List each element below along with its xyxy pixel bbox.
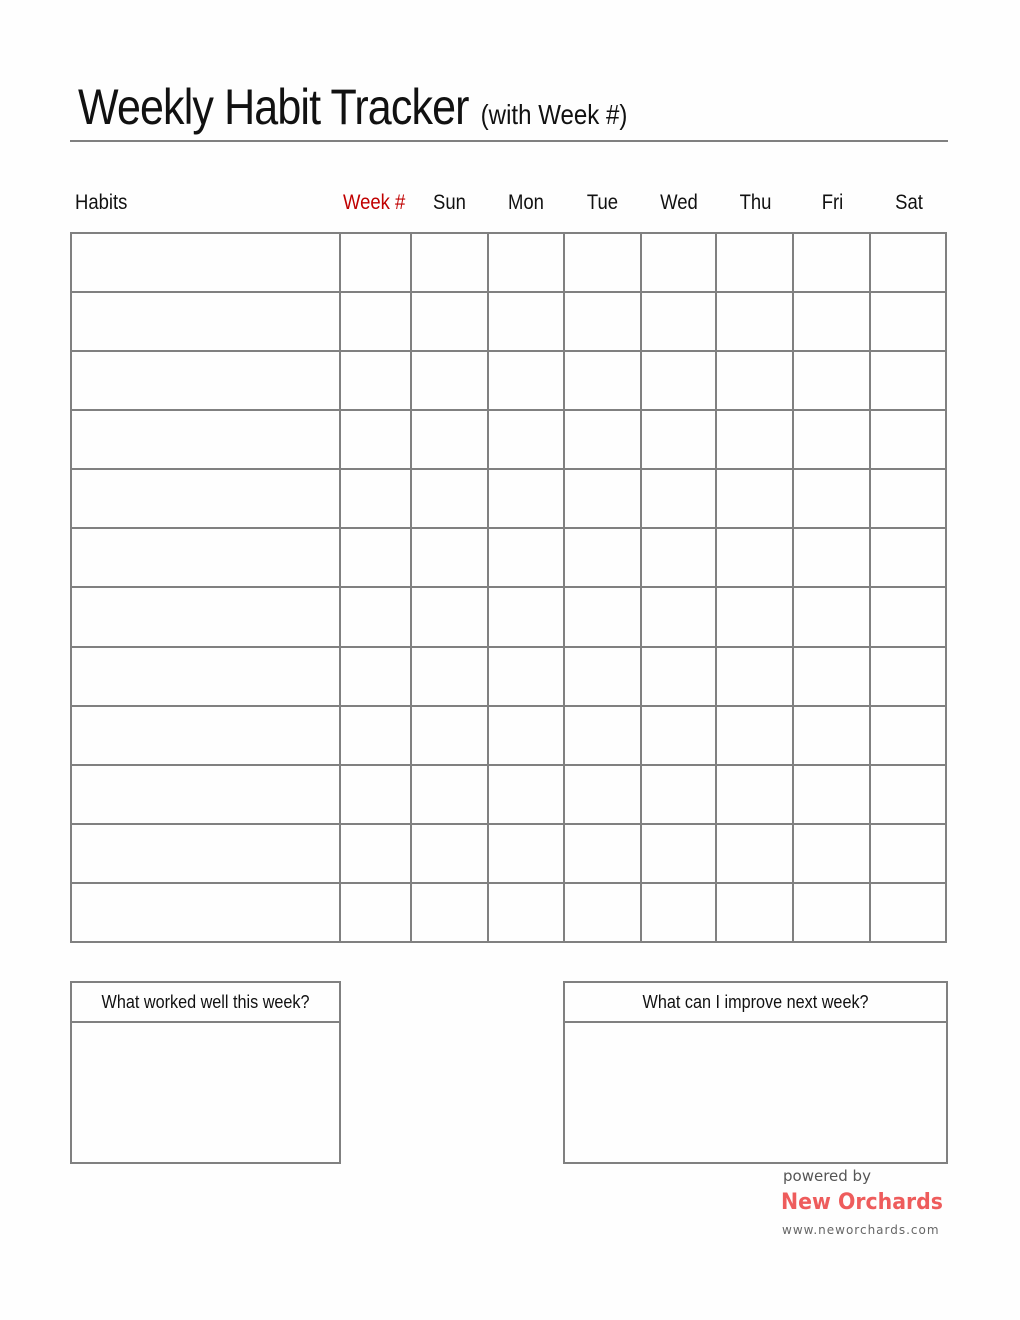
cell-mon[interactable]	[488, 528, 564, 587]
cell-tue[interactable]	[564, 233, 641, 292]
cell-thu[interactable]	[716, 883, 793, 942]
worked-well-heading	[72, 983, 339, 1023]
cell-fri[interactable]	[793, 824, 870, 883]
cell-thu[interactable]	[716, 351, 793, 410]
habit-grid	[70, 232, 947, 943]
column-header-wed: Wed	[660, 191, 698, 214]
cell-sat[interactable]	[870, 824, 946, 883]
cell-week[interactable]	[340, 528, 411, 587]
cell-week[interactable]	[340, 765, 411, 824]
table-row	[71, 351, 946, 410]
cell-tue[interactable]	[564, 410, 641, 469]
cell-tue[interactable]	[564, 824, 641, 883]
cell-fri[interactable]	[793, 587, 870, 646]
cell-thu[interactable]	[716, 765, 793, 824]
cell-fri[interactable]	[793, 528, 870, 587]
worked-well-label: What worked well this week?	[101, 991, 310, 1012]
cell-tue[interactable]	[564, 351, 641, 410]
table-row	[71, 292, 946, 351]
cell-sun[interactable]	[411, 233, 488, 292]
table-row	[71, 469, 946, 528]
cell-habit[interactable]	[71, 233, 340, 292]
cell-thu[interactable]	[716, 528, 793, 587]
cell-tue[interactable]	[564, 469, 641, 528]
column-header-mon: Mon	[508, 191, 544, 214]
cell-sat[interactable]	[870, 233, 946, 292]
cell-mon[interactable]	[488, 587, 564, 646]
cell-thu[interactable]	[716, 706, 793, 765]
cell-fri[interactable]	[793, 469, 870, 528]
cell-wed[interactable]	[641, 292, 717, 351]
cell-fri[interactable]	[793, 765, 870, 824]
cell-wed[interactable]	[641, 410, 717, 469]
cell-thu[interactable]	[716, 587, 793, 646]
cell-tue[interactable]	[564, 647, 641, 706]
table-row	[71, 233, 946, 292]
cell-fri[interactable]	[793, 351, 870, 410]
cell-week[interactable]	[340, 292, 411, 351]
cell-wed[interactable]	[641, 706, 717, 765]
cell-sun[interactable]	[411, 587, 488, 646]
cell-fri[interactable]	[793, 647, 870, 706]
cell-habit[interactable]	[71, 469, 340, 528]
column-header-thu: Thu	[739, 191, 772, 214]
cell-wed[interactable]	[641, 528, 717, 587]
cell-sun[interactable]	[411, 706, 488, 765]
cell-mon[interactable]	[488, 469, 564, 528]
cell-week[interactable]	[340, 351, 411, 410]
cell-sat[interactable]	[870, 528, 946, 587]
cell-week[interactable]	[340, 469, 411, 528]
cell-habit[interactable]	[71, 410, 340, 469]
cell-sun[interactable]	[411, 528, 488, 587]
cell-thu[interactable]	[716, 292, 793, 351]
cell-habit[interactable]	[71, 765, 340, 824]
cell-habit[interactable]	[71, 883, 340, 942]
table-row	[71, 410, 946, 469]
improve-box	[563, 981, 948, 1164]
cell-sun[interactable]	[411, 647, 488, 706]
cell-tue[interactable]	[564, 528, 641, 587]
cell-wed[interactable]	[641, 351, 717, 410]
cell-habit[interactable]	[71, 706, 340, 765]
improve-label: What can I improve next week?	[642, 991, 869, 1012]
table-row	[71, 765, 946, 824]
cell-mon[interactable]	[488, 292, 564, 351]
cell-fri[interactable]	[793, 883, 870, 942]
cell-thu[interactable]	[716, 410, 793, 469]
worked-well-field[interactable]	[72, 1023, 339, 1164]
column-header-sat: Sat	[895, 191, 923, 214]
cell-habit[interactable]	[71, 292, 340, 351]
cell-mon[interactable]	[488, 765, 564, 824]
table-row	[71, 528, 946, 587]
cell-week[interactable]	[340, 587, 411, 646]
cell-sun[interactable]	[411, 824, 488, 883]
cell-sun[interactable]	[411, 765, 488, 824]
cell-mon[interactable]	[488, 706, 564, 765]
cell-wed[interactable]	[641, 824, 717, 883]
cell-mon[interactable]	[488, 883, 564, 942]
cell-habit[interactable]	[71, 587, 340, 646]
brand-url[interactable]: www.neworchards.com	[782, 1223, 940, 1237]
cell-week[interactable]	[340, 233, 411, 292]
table-row	[71, 587, 946, 646]
cell-week[interactable]	[340, 410, 411, 469]
cell-sat[interactable]	[870, 469, 946, 528]
cell-habit[interactable]	[71, 824, 340, 883]
cell-sat[interactable]	[870, 292, 946, 351]
cell-mon[interactable]	[488, 410, 564, 469]
table-row	[71, 706, 946, 765]
cell-sat[interactable]	[870, 883, 946, 942]
cell-sat[interactable]	[870, 351, 946, 410]
cell-mon[interactable]	[488, 351, 564, 410]
cell-sat[interactable]	[870, 647, 946, 706]
cell-fri[interactable]	[793, 410, 870, 469]
cell-tue[interactable]	[564, 883, 641, 942]
cell-habit[interactable]	[71, 351, 340, 410]
cell-fri[interactable]	[793, 292, 870, 351]
cell-fri[interactable]	[793, 706, 870, 765]
table-row	[71, 647, 946, 706]
cell-wed[interactable]	[641, 883, 717, 942]
cell-wed[interactable]	[641, 647, 717, 706]
title-text: Weekly Habit Tracker	[78, 79, 469, 135]
cell-wed[interactable]	[641, 233, 717, 292]
column-header-tue: Tue	[586, 191, 619, 214]
cell-week[interactable]	[340, 647, 411, 706]
cell-mon[interactable]	[488, 233, 564, 292]
cell-week[interactable]	[340, 883, 411, 942]
cell-sat[interactable]	[870, 410, 946, 469]
column-header-habits: Habits	[75, 191, 128, 214]
cell-tue[interactable]	[564, 706, 641, 765]
cell-sun[interactable]	[411, 410, 488, 469]
brand-logo[interactable]: New Orchards	[781, 1190, 943, 1215]
cell-sat[interactable]	[870, 587, 946, 646]
page-subtitle: (with Week #)	[480, 99, 628, 130]
cell-tue[interactable]	[564, 292, 641, 351]
cell-week[interactable]	[340, 824, 411, 883]
cell-thu[interactable]	[716, 647, 793, 706]
cell-fri[interactable]	[793, 233, 870, 292]
cell-sun[interactable]	[411, 469, 488, 528]
page-title	[78, 78, 627, 136]
cell-habit[interactable]	[71, 647, 340, 706]
cell-sun[interactable]	[411, 351, 488, 410]
worked-well-box	[70, 981, 341, 1164]
table-row	[71, 883, 946, 942]
cell-tue[interactable]	[564, 587, 641, 646]
improve-field[interactable]	[565, 1023, 946, 1164]
cell-thu[interactable]	[716, 824, 793, 883]
cell-tue[interactable]	[564, 765, 641, 824]
cell-mon[interactable]	[488, 647, 564, 706]
cell-mon[interactable]	[488, 824, 564, 883]
powered-by-text: powered by	[783, 1167, 871, 1185]
column-header-week: Week #	[343, 191, 406, 214]
title-divider	[70, 140, 948, 142]
page-header	[78, 78, 717, 136]
cell-thu[interactable]	[716, 233, 793, 292]
cell-sat[interactable]	[870, 706, 946, 765]
table-row	[71, 824, 946, 883]
cell-thu[interactable]	[716, 469, 793, 528]
cell-sun[interactable]	[411, 883, 488, 942]
column-header-fri: Fri	[821, 191, 844, 214]
column-header-sun: Sun	[433, 191, 466, 214]
cell-wed[interactable]	[641, 469, 717, 528]
cell-sat[interactable]	[870, 765, 946, 824]
cell-wed[interactable]	[641, 587, 717, 646]
cell-sun[interactable]	[411, 292, 488, 351]
cell-wed[interactable]	[641, 765, 717, 824]
cell-habit[interactable]	[71, 528, 340, 587]
cell-week[interactable]	[340, 706, 411, 765]
improve-heading	[565, 983, 946, 1023]
